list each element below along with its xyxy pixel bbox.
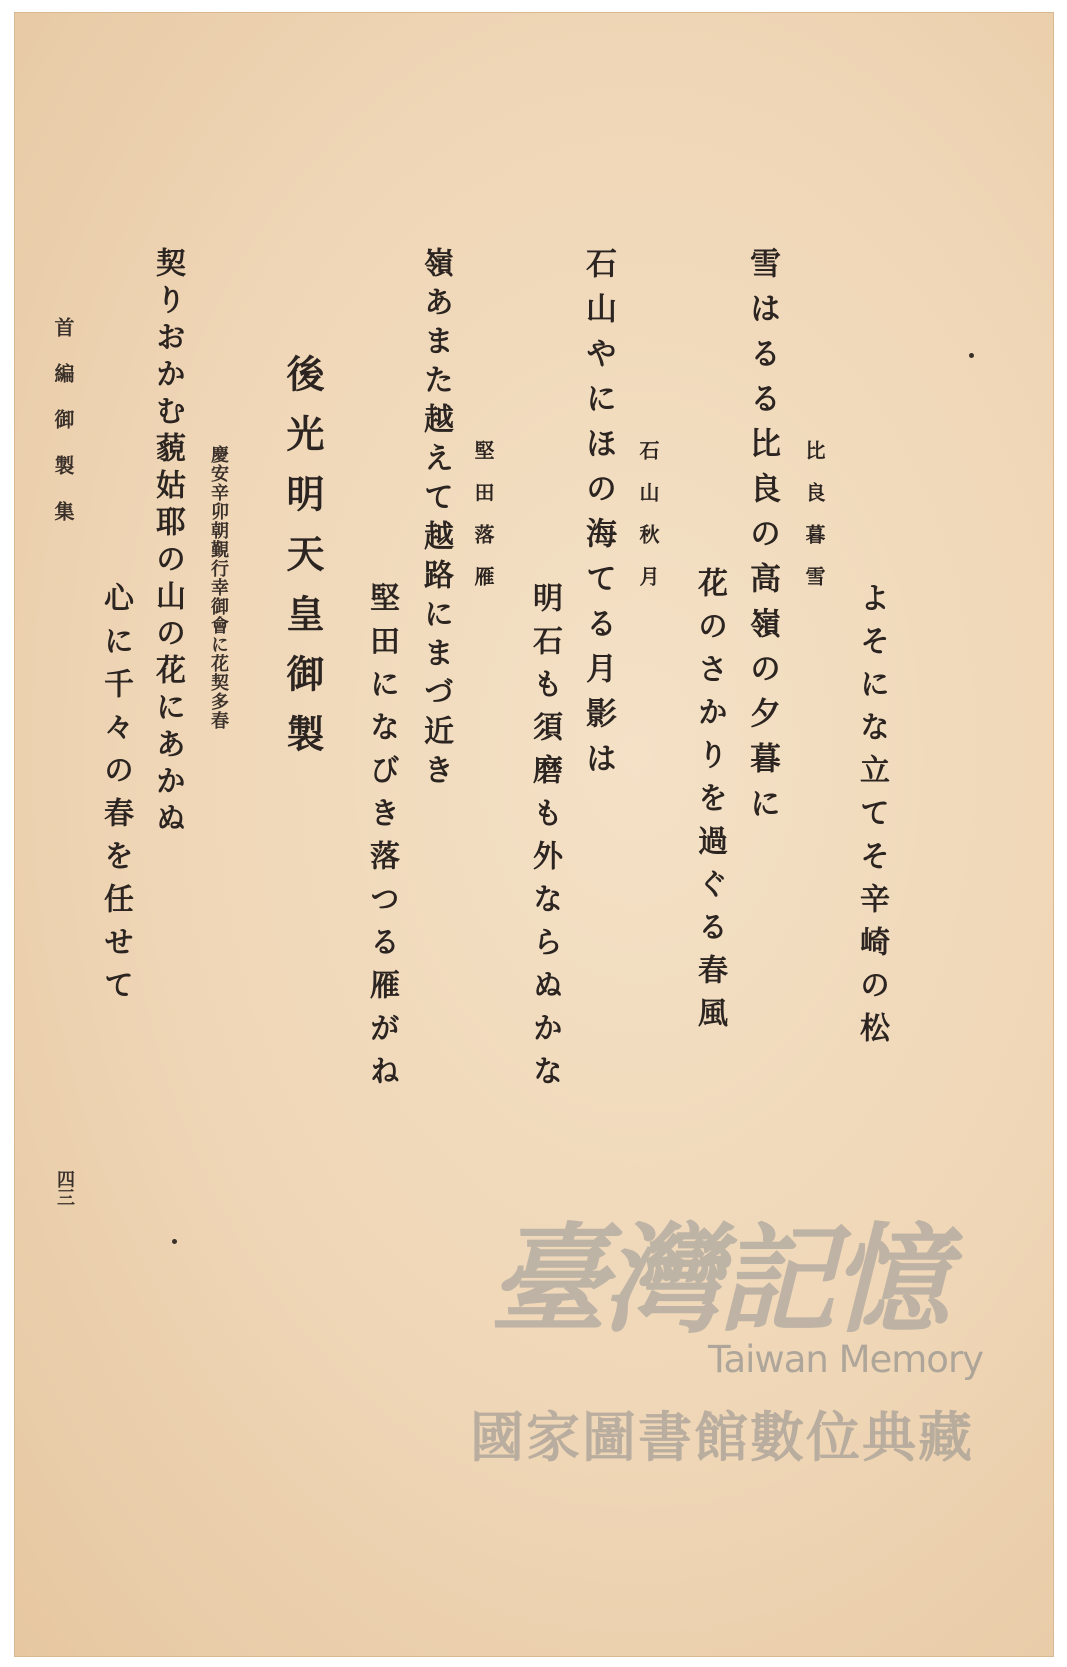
ink-speck [969, 353, 974, 358]
poem-title: 石山秋月 [636, 440, 660, 608]
poem-title: 堅田落雁 [471, 440, 495, 608]
poem-line: よそにな立てそ辛崎の松 [854, 582, 889, 1055]
poem-line: 石山やにほの海てる月影は [580, 247, 616, 787]
occasion-note: 慶安辛卯朝覲行幸御會に花契多春 [208, 445, 229, 730]
page-number: 四三 [54, 1170, 75, 1206]
poem-line: 堅田になびき落つる雁がね [364, 582, 399, 1098]
poem-line: 契りおかむ藐姑耶の山の花にあかぬ [150, 247, 185, 839]
watermark-chinese: 國家圖書館數位典藏 [470, 1406, 974, 1469]
poem-line: 心に千々の春を任せて [98, 582, 133, 1012]
running-head: 首編御製集 [51, 317, 75, 547]
logo-text: 臺灣記憶 [488, 1210, 945, 1349]
poem-line: 嶺あまた越えて越路にまづ近き [418, 247, 453, 793]
poem-title: 比良暮雪 [802, 440, 826, 608]
poem-line: 雪はるる比良の高嶺の夕暮に [744, 247, 780, 832]
poem-line: 花のさかりを過ぐる春風 [692, 567, 727, 1040]
watermark-english: Taiwan Memory [708, 1338, 984, 1381]
taiwan-memory-logo [462, 1195, 972, 1349]
ink-speck [172, 1239, 177, 1244]
poem-line: 明石も須磨も外ならぬかな [527, 582, 562, 1098]
emperor-heading: 後光明天皇御製 [280, 354, 325, 774]
